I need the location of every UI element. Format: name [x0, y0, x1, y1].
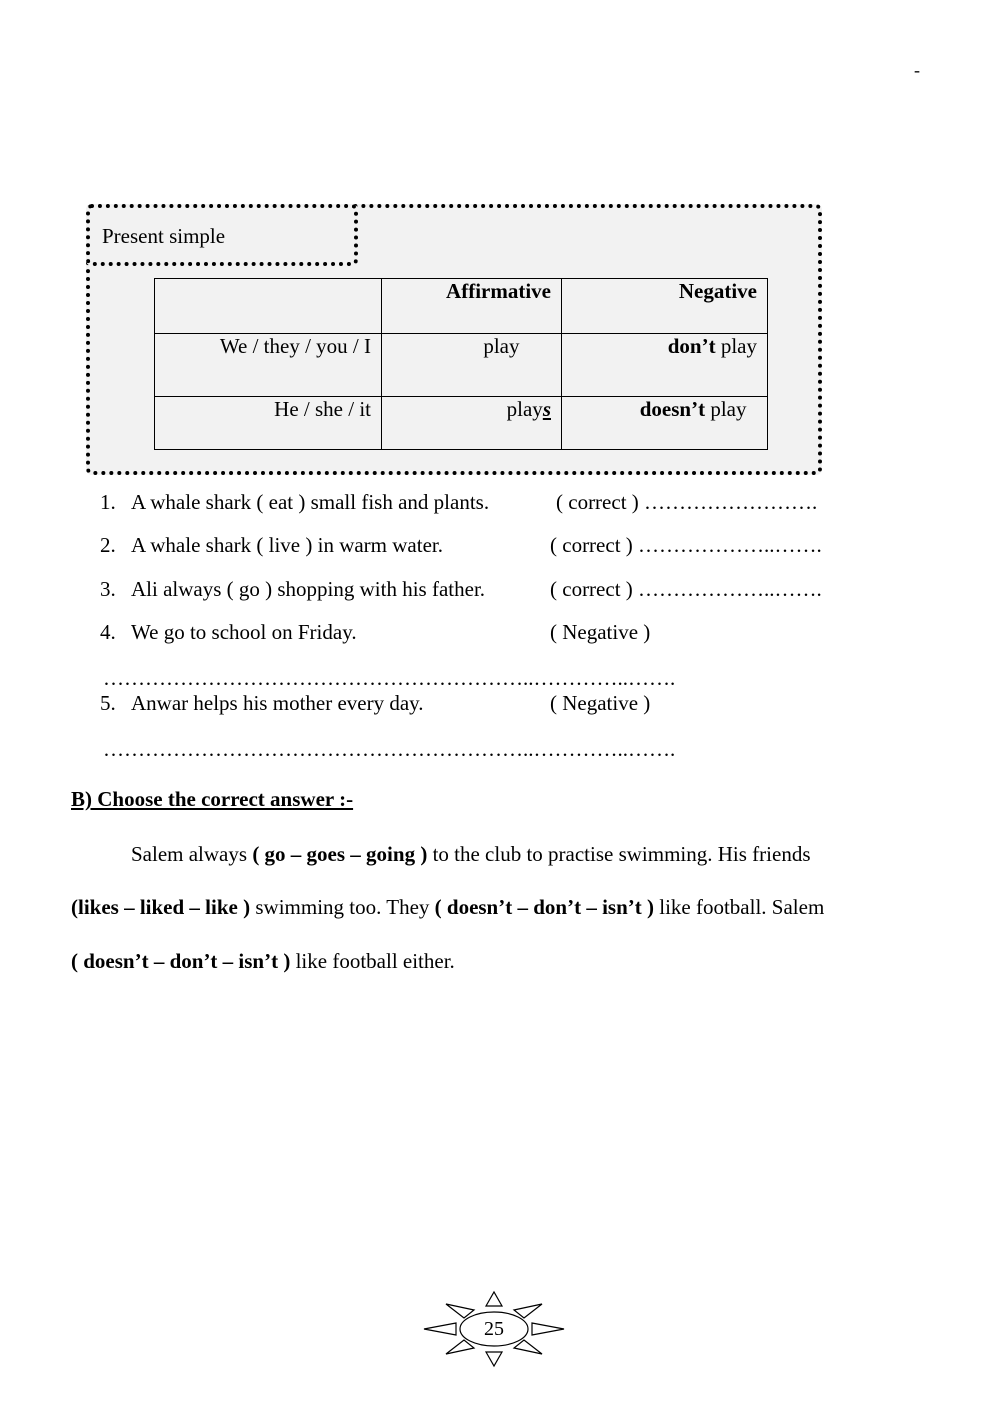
- table-row: [155, 397, 768, 450]
- item-sentence: A whale shark ( eat ) small fish and plants.: [131, 490, 490, 514]
- header-cell-affirmative: Affirmative: [382, 279, 562, 334]
- item-instruction: ( Negative ): [550, 620, 651, 644]
- negative-cell: don’t play: [562, 334, 768, 397]
- item-number: 4.: [100, 620, 116, 644]
- paragraph-line: Salem always ( go – goes – going ) to the club to practise swimming. His friends: [131, 842, 811, 866]
- choice-group[interactable]: ( doesn’t – don’t – isn’t ): [71, 949, 291, 973]
- answer-line[interactable]: ……………………………………………………..…………..…….: [103, 737, 676, 761]
- affirmative-cell: plays: [382, 397, 562, 450]
- negative-cell: doesn’t play: [562, 397, 768, 450]
- grammar-box-title: Present simple: [86, 204, 358, 266]
- item-instruction: ( correct ) ………………..…….: [550, 533, 822, 557]
- item-instruction: ( Negative ): [550, 691, 651, 715]
- item-sentence: We go to school on Friday.: [131, 620, 357, 644]
- affirmative-cell: play: [382, 334, 562, 397]
- choice-group[interactable]: ( go – goes – going ): [252, 842, 428, 866]
- item-number: 3.: [100, 577, 116, 601]
- subject-cell: We / they / you / I: [155, 334, 382, 397]
- item-instruction: ( correct ) ………………..…….: [550, 577, 822, 601]
- subject-cell: He / she / it: [155, 397, 382, 450]
- grammar-table: [154, 278, 768, 450]
- item-sentence: A whale shark ( live ) in warm water.: [131, 533, 443, 557]
- item-number: 2.: [100, 533, 116, 557]
- item-number: 5.: [100, 691, 116, 715]
- corner-mark: -: [914, 60, 920, 80]
- section-b-heading: B) Choose the correct answer :-: [71, 787, 354, 811]
- item-sentence: Ali always ( go ) shopping with his father.: [131, 577, 486, 601]
- paragraph-line: (likes – liked – like ) swimming too. They ( doesn’t – don’t – isn’t ) like football. Salem: [71, 895, 825, 919]
- choice-group[interactable]: (likes – liked – like ): [71, 895, 251, 919]
- page-number: 25: [484, 1318, 504, 1340]
- item-number: 1.: [100, 490, 116, 514]
- table-row: [155, 334, 768, 397]
- header-cell-negative: Negative: [562, 279, 768, 334]
- item-sentence: Anwar helps his mother every day.: [131, 691, 424, 715]
- answer-line[interactable]: ……………………………………………………..…………..…….: [103, 666, 676, 690]
- table-header-row: [155, 279, 768, 334]
- header-cell-subject: [155, 279, 382, 334]
- choice-group[interactable]: ( doesn’t – don’t – isn’t ): [434, 895, 654, 919]
- item-instruction: ( correct ) …………………….: [556, 490, 818, 514]
- paragraph-line: ( doesn’t – don’t – isn’t ) like football either.: [71, 949, 455, 973]
